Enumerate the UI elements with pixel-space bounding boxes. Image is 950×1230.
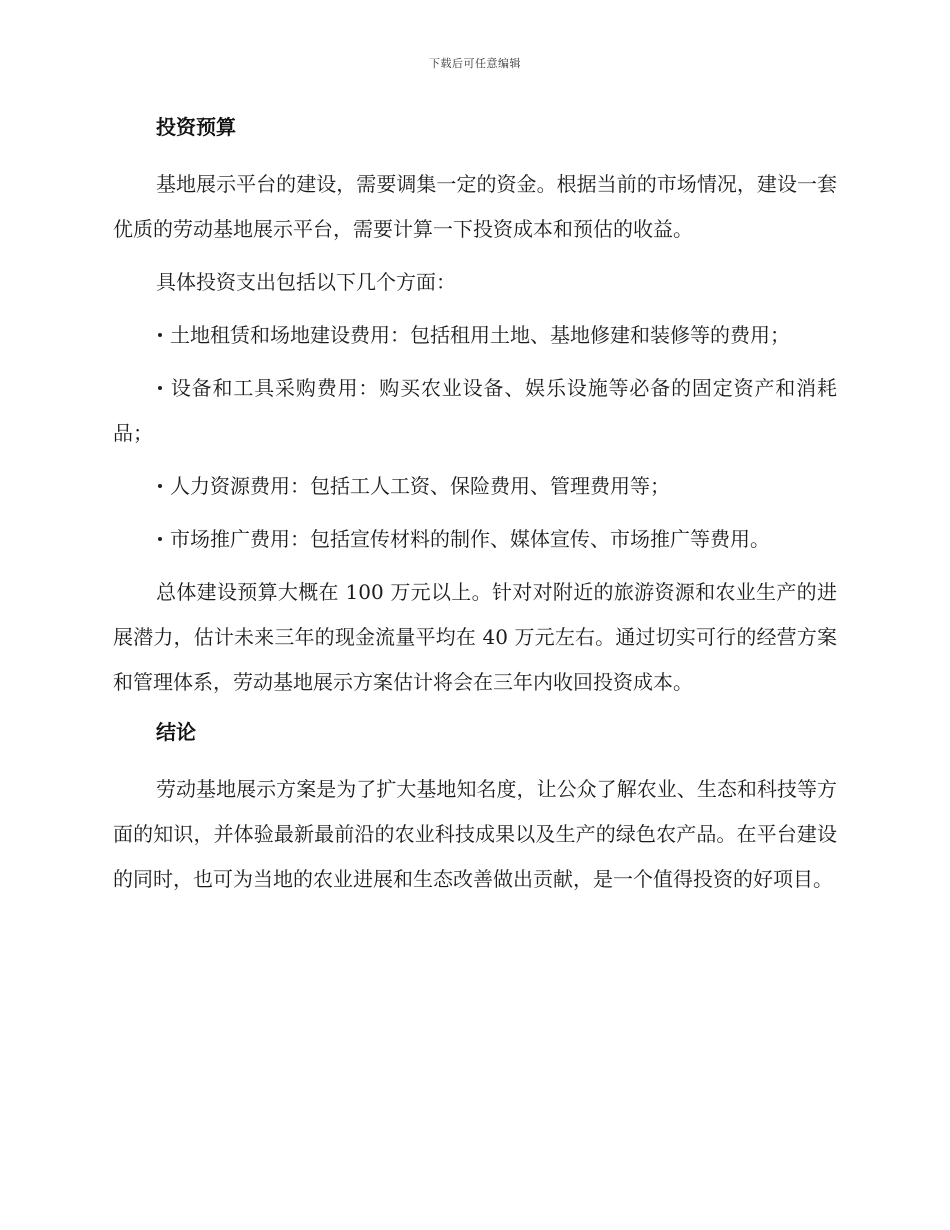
investment-item-equipment bbox=[113, 366, 837, 456]
investment-item-land bbox=[113, 313, 837, 358]
investment-item-hr bbox=[113, 464, 837, 509]
investment-item-text: 设备和工具采购费用：购买农业设备、娱乐设施等必备的固定资产和消耗品； bbox=[113, 376, 837, 445]
bullet-icon bbox=[158, 537, 162, 541]
header-note: 下载后可任意编辑 bbox=[429, 57, 521, 70]
bullet-icon bbox=[158, 484, 162, 488]
investment-list-lead: 具体投资支出包括以下几个方面： bbox=[156, 270, 456, 294]
investment-intro-paragraph: 基地展示平台的建设，需要调集一定的资金。根据当前的市场情况，建设一套优质的劳动基地展示平台，需要计算一下投资成本和预估的收益。 bbox=[113, 172, 837, 241]
investment-item-text: 人力资源费用：包括工人工资、保险费用、管理费用等； bbox=[170, 474, 670, 498]
section-title-conclusion: 结论 bbox=[156, 720, 196, 744]
conclusion-paragraph: 劳动基地展示方案是为了扩大基地知名度，让公众了解农业、生态和科技等方面的知识，并体验最新最前沿的农业科技成果以及生产的绿色农产品。在平台建设的同时，也可为当地的农业进展和生态改善做出贡献，是一个值得投资的好项目。 bbox=[113, 777, 837, 891]
bullet-icon bbox=[158, 386, 162, 390]
document-body bbox=[113, 110, 837, 910]
investment-item-marketing bbox=[113, 517, 837, 562]
section-title-investment: 投资预算 bbox=[156, 115, 236, 139]
investment-item-text: 土地租赁和场地建设费用：包括租用土地、基地修建和装修等的费用； bbox=[170, 323, 790, 347]
investment-summary-paragraph: 总体建设预算大概在 100 万元以上。针对对附近的旅游资源和农业生产的进展潜力，估计未来三年的现金流量平均在 40 万元左右。通过切实可行的经营方案和管理体系，劳动基地展示方案估计将会在三年内收回投资成本。 bbox=[113, 580, 837, 694]
investment-item-text: 市场推广费用：包括宣传材料的制作、媒体宣传、市场推广等费用。 bbox=[170, 527, 770, 551]
bullet-icon bbox=[158, 333, 162, 337]
